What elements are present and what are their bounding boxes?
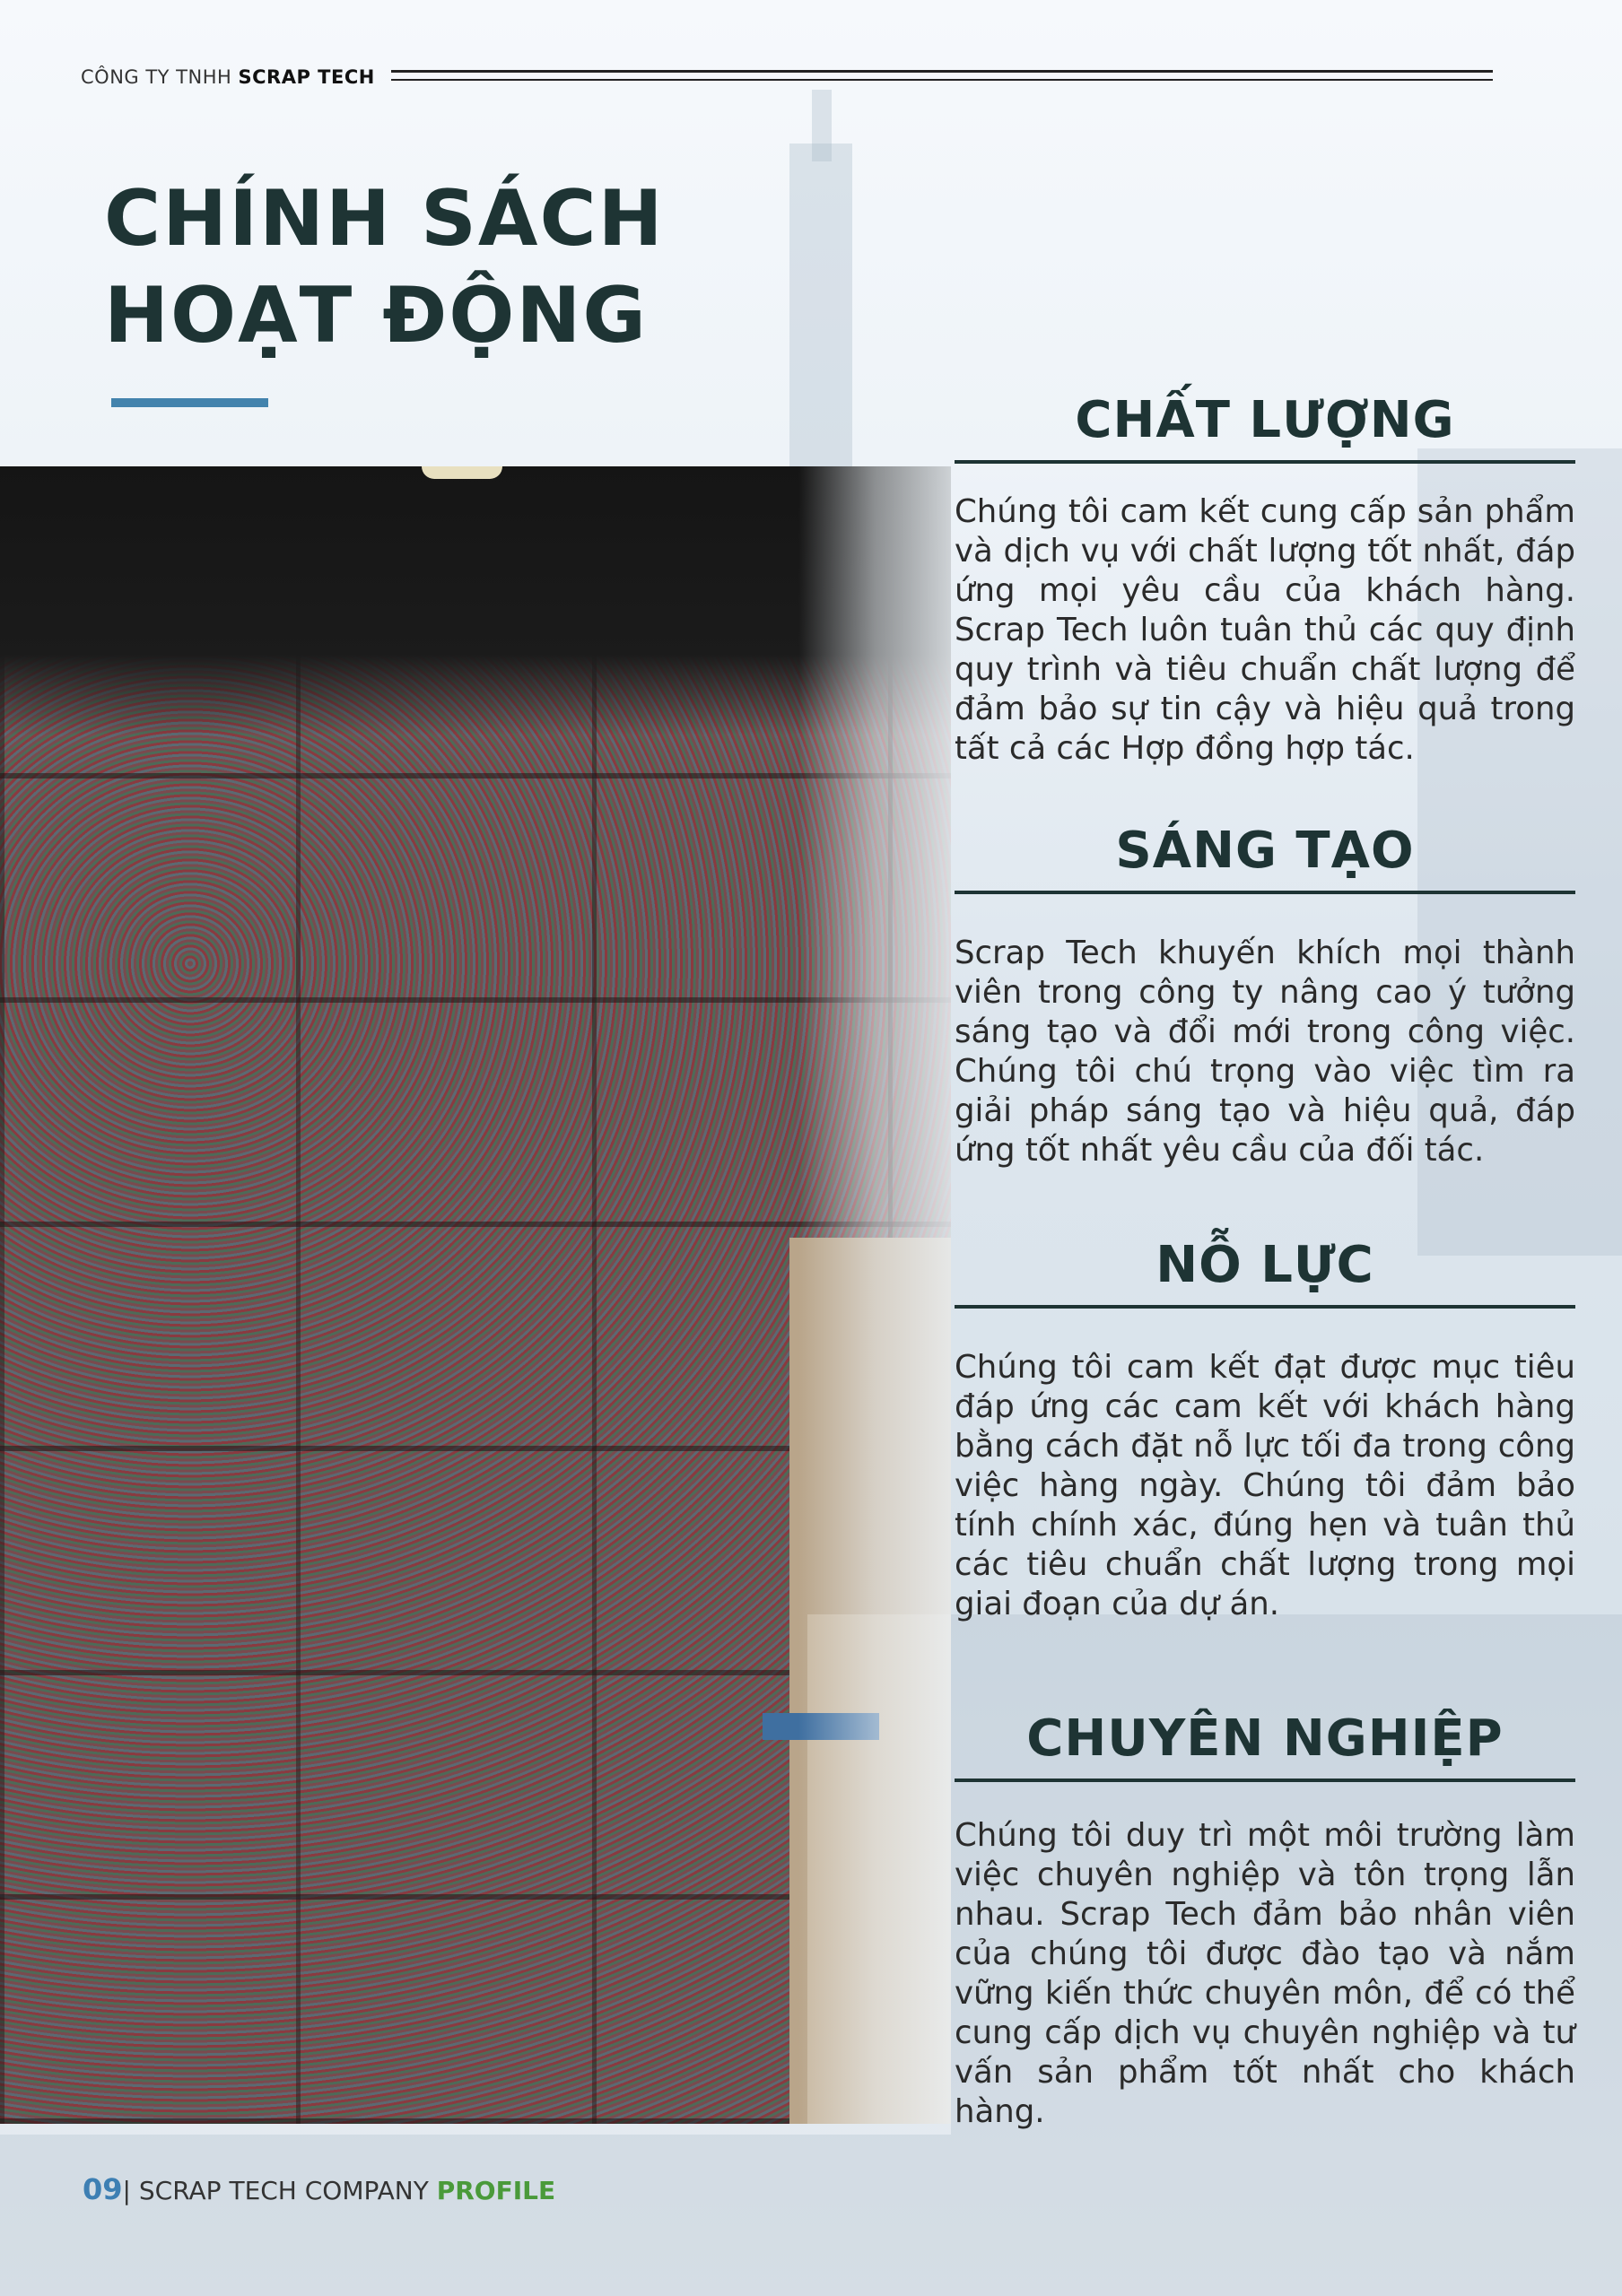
page-title-line-2: HOẠT ĐỘNG bbox=[104, 271, 648, 361]
header-company-prefix: CÔNG TY TNHH bbox=[81, 66, 232, 88]
background-buildings bbox=[0, 2135, 951, 2296]
footer-text: SCRAP TECH COMPANY bbox=[138, 2176, 429, 2205]
footer bbox=[83, 2172, 555, 2206]
section-divider bbox=[955, 1305, 1575, 1309]
title-accent-bar bbox=[111, 398, 268, 407]
background-tower bbox=[812, 90, 832, 161]
header-divider bbox=[391, 70, 1493, 81]
photo-fade-overlay bbox=[0, 466, 951, 2124]
header-company-name: SCRAP TECH bbox=[238, 66, 375, 88]
section-professional bbox=[955, 1709, 1575, 2132]
section-creativity bbox=[955, 822, 1575, 1170]
footer-separator: | bbox=[122, 2176, 131, 2205]
footer-highlight: PROFILE bbox=[436, 2176, 556, 2205]
page-number: 09 bbox=[83, 2172, 123, 2206]
section-heading: CHẤT LƯỢNG bbox=[1075, 391, 1455, 449]
section-divider bbox=[955, 460, 1575, 464]
section-effort bbox=[955, 1236, 1575, 1624]
section-divider bbox=[955, 1779, 1575, 1782]
section-body: Chúng tôi cam kết cung cấp sản phẩm và dịch vụ với chất lượng tốt nhất, đáp ứng mọi yêu cầu của khách hàng. Scrap Tech luôn tuân thủ các quy định quy trình và tiêu chuẩn chất lượng để đảm bảo sự tin cậy và hiệu quả trong tất cả các Hợp đồng hợp tác. bbox=[955, 493, 1575, 767]
page-title bbox=[104, 170, 665, 364]
section-divider bbox=[955, 891, 1575, 894]
section-body: Scrap Tech khuyến khích mọi thành viên trong công ty nâng cao ý tưởng sáng tạo và đổi mới trong công việc. Chúng tôi chú trọng vào việc tìm ra giải pháp sáng tạo và hiệu quả, đáp ứng tốt nhất yêu cầu của đối tác. bbox=[955, 935, 1575, 1169]
section-heading: SÁNG TẠO bbox=[1115, 822, 1415, 880]
header-company bbox=[81, 66, 375, 88]
section-body: Chúng tôi cam kết đạt được mục tiêu đáp ứng các cam kết với khách hàng bằng cách đặt nỗ lực tối đa trong công việc hàng ngày. Chúng tôi đảm bảo tính chính xác, đúng hẹn và tuân thủ các tiêu chuẩn chất lượng trong mọi giai đoạn của dự án. bbox=[955, 1349, 1575, 1622]
section-quality bbox=[955, 391, 1575, 769]
section-heading: CHUYÊN NGHIỆP bbox=[1026, 1709, 1504, 1768]
page-title-line-1: CHÍNH SÁCH bbox=[104, 174, 665, 264]
scrap-bales-photo bbox=[0, 466, 951, 2124]
background-tower bbox=[789, 144, 852, 466]
section-body: Chúng tôi duy trì một môi trường làm việc chuyên nghiệp và tôn trọng lẫn nhau. Scrap Tech đảm bảo nhân viên của chúng tôi được đào tạo và nắm vững kiến thức chuyên môn, để có thể cung cấp dịch vụ chuyên nghiệp và tư vấn sản phẩm tốt nhất cho khách hàng. bbox=[955, 1817, 1575, 2130]
section-heading: NỖ LỰC bbox=[1155, 1236, 1374, 1294]
